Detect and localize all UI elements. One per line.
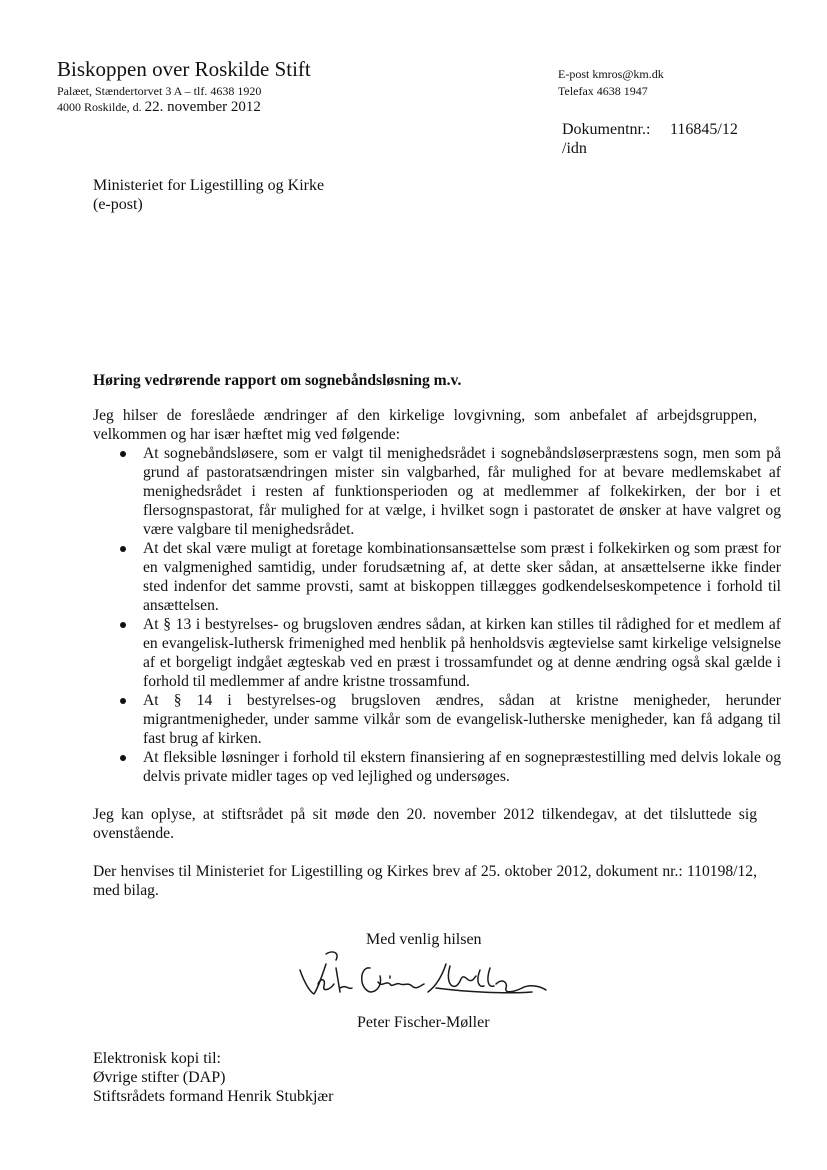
sender-address: Palæet, Stændertorvet 3 A – tlf. 4638 1920 [57, 84, 262, 98]
recipient-name: Ministeriet for Ligestilling og Kirke [93, 177, 325, 194]
sender-city: 4000 Roskilde, d. [57, 100, 145, 114]
reference-paragraph: Der henvises til Ministeriet for Ligestilling og Kirkes brev af 25. oktober 2012, dokument nr.: 110198/12, med bilag. [93, 863, 757, 899]
cc-recipient: Stiftsrådets formand Henrik Stubkjær [93, 1088, 334, 1105]
bullet-icon [120, 546, 126, 552]
cc-label: Elektronisk kopi til: [93, 1050, 221, 1067]
document-number-label: Dokumentnr.: [562, 121, 651, 138]
recipient-channel: (e-post) [93, 196, 143, 213]
bullet-icon [120, 755, 126, 761]
bullet-icon [120, 698, 126, 704]
document-reference [562, 120, 738, 158]
list-item: At § 14 i bestyrelses-og brugsloven ændres, sådan at kristne menigheder, herunder migrantmenigheder, under samme vilkår som de evangelisk-lutherske menigheder, kan få adgang til fast brug af kirken. [93, 691, 757, 748]
sender-city-date [57, 100, 261, 115]
recipient-block [93, 176, 324, 214]
closing-greeting: Med venlig hilsen [366, 931, 482, 948]
bullet-icon [120, 622, 126, 628]
letter-date: 22. november 2012 [144, 99, 261, 115]
proposal-list [93, 444, 781, 786]
cc-recipient: Øvrige stifter (DAP) [93, 1069, 226, 1086]
signer-name: Peter Fischer-Møller [357, 1014, 490, 1031]
document-number: 116845/12 [670, 121, 738, 138]
council-paragraph: Jeg kan oplyse, at stiftsrådet på sit møde den 20. november 2012 tilkendegav, at det tilsluttede sig ovenstående. [93, 806, 757, 842]
list-item: At § 13 i bestyrelses- og brugsloven ændres sådan, at kirken kan stilles til rådighed for et medlem af en evangelisk-luthersk frimenighed med henblik på henholdsvis ægtevielse samt kirkelige velsignelse af et borgeligt indgået ægteskab ved en præst i trossamfundet og at denne ændring også skal gælde i forhold til medlemmer af andre kristne trossamfund. [93, 615, 757, 691]
list-item: At det skal være muligt at foretage kombinationsansættelse som præst i folkekirken og som præst for en valgmenighed samtidig, under forudsætning af, at dette sker sådan, at ansættelserne ikke finder sted indenfor det samme provsti, samt at biskoppen tillægges godkendelseskompetence i forhold til ansættelsen. [93, 539, 757, 615]
letter-body [93, 371, 781, 900]
sender-fax: Telefax 4638 1947 [558, 84, 648, 98]
sender-organization: Biskoppen over Roskilde Stift [57, 57, 311, 81]
sender-email: E-post kmros@km.dk [558, 67, 664, 81]
list-item: At fleksible løsninger i forhold til ekstern finansiering af en sognepræstestilling med delvis lokale og delvis private midler tages op ved lejlighed og undersøges. [93, 748, 757, 786]
intro-paragraph: Jeg hilser de foreslåede ændringer af den kirkelige lovgivning, som anbefalet af arbejdsgruppen, velkommen og har især hæftet mig ved følgende: [93, 407, 757, 443]
document-suffix: /idn [562, 140, 587, 157]
cc-block [93, 1049, 333, 1106]
letter-subject: Høring vedrørende rapport om sognebåndsløsning m.v. [93, 372, 462, 389]
handwritten-signature [296, 948, 556, 1010]
bullet-icon [120, 451, 126, 457]
list-item: At sognebåndsløsere, som er valgt til menighedsrådet i sognebåndsløserpræstens sogn, men som på grund af pastoratsændringen mister sin valgbarhed, får mulighed for at bevare medlemskabet af menighedsrådet i resten af funktionsperioden og at medlemmer af folkekirken, der bor i et flersognspastorat, får mulighed for at vælge, i hvilket sogn i pastoratet de ønsker at have valgret og være valgbare til menighedsrådet. [93, 444, 757, 539]
